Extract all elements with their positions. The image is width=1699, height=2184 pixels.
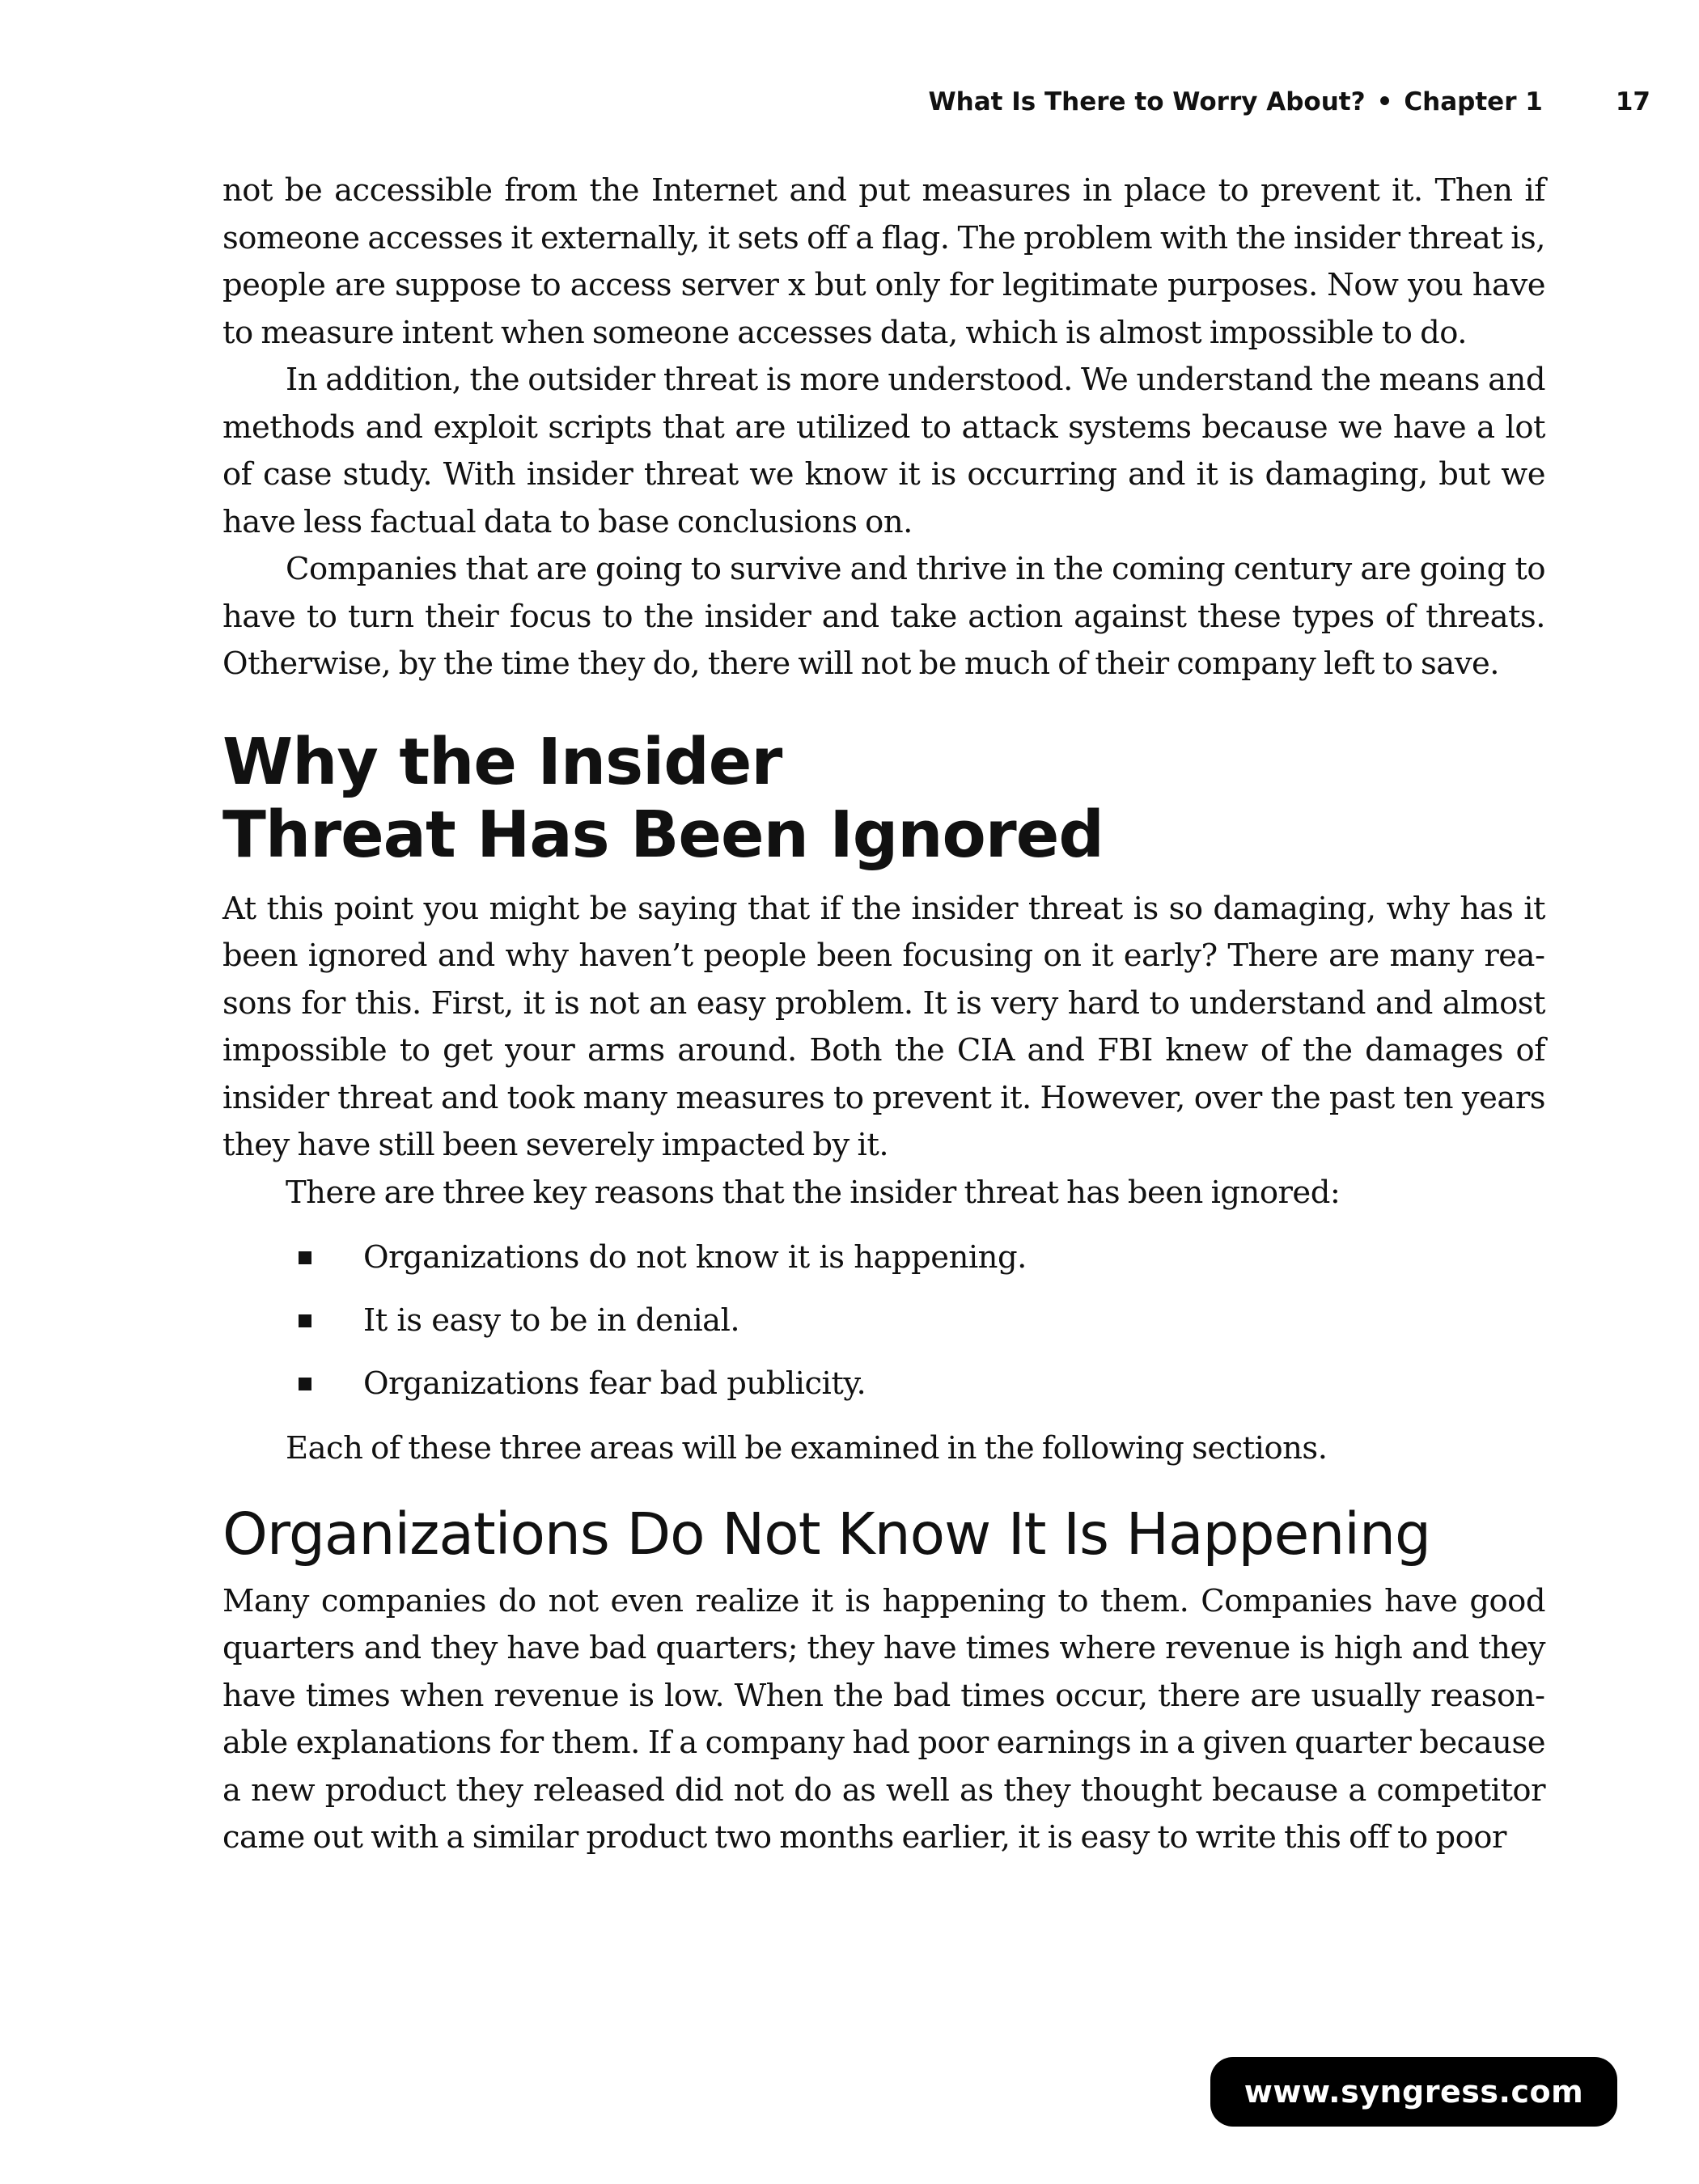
running-head-separator: • <box>1376 87 1393 116</box>
square-bullet-icon <box>299 1378 311 1390</box>
running-head-chapter: Chapter 1 <box>1404 87 1543 116</box>
list-item <box>222 1234 1545 1281</box>
after-list-paragraph: Each of these three areas will be examined in the following sections. <box>286 1430 1328 1467</box>
intro-paragraph-1: not be accessible from the Internet and put measures in place to prevent it. Then if someone accesses it externally, it sets off a flag. The problem with the insider threat is, people are suppose to access server x but only for legitimate purposes. Now you have to measure intent when someone accesses data, which is almost impossible to do. <box>222 172 1545 351</box>
section-heading-line-2: Threat Has Been Ignored <box>222 797 1104 872</box>
list-item <box>222 1361 1545 1407</box>
square-bullet-icon <box>299 1251 311 1264</box>
section-heading <box>222 726 1545 871</box>
subsection-paragraph: Many companies do not even realize it is happening to them. Companies have good quarters and they have bad quarters; they have times where revenue is high and they have times when revenue is low. When the bad times occur, there are usually reasonable explanations for them. If a company had poor earnings in a given quarter because a new product they released did not do as well as they thought because a competitor came out with a similar product two months earlier, it is easy to write this off to poor <box>222 1582 1545 1856</box>
subsection-heading: Organizations Do Not Know It Is Happening <box>222 1500 1431 1568</box>
intro-paragraph-3: Companies that are going to survive and thrive in the coming century are going to have to turn their focus to the insider and take action against these types of threats. Otherwise, by the time they do, there will not be much of their company left to save. <box>222 551 1545 682</box>
website-url: www.syngress.com <box>1244 2074 1584 2110</box>
website-badge <box>1210 2057 1617 2127</box>
list-item-text: Organizations do not know it is happening. <box>363 1239 1027 1276</box>
running-head <box>222 87 1650 116</box>
list-item <box>222 1297 1545 1344</box>
page-body <box>222 167 1545 1862</box>
list-item-text: It is easy to be in denial. <box>363 1302 740 1339</box>
intro-paragraph-2: In addition, the outsider threat is more understood. We understand the means and methods and exploit scripts that are utilized to attack systems because we have a lot of case study. With insider threat we know it is occurring and it is damaging, but we have less factual data to base conclusions on. <box>222 362 1545 540</box>
reasons-list <box>222 1234 1545 1407</box>
section-heading-line-1: Why the Insider <box>222 724 782 799</box>
list-item-text: Organizations fear bad publicity. <box>363 1365 866 1402</box>
square-bullet-icon <box>299 1314 311 1327</box>
page-number: 17 <box>1615 87 1650 116</box>
running-head-title: What Is There to Worry About? <box>928 87 1366 116</box>
section-paragraph-1: At this point you might be saying that if the insider threat is so damaging, why has it been ignored and why haven’t people been focusing on it early? There are many reasons for this. First, it is not an easy problem. It is very hard to understand and almost impossible to get your arms around. Both the CIA and FBI knew of the damages of insider threat and took many measures to prevent it. However, over the past ten years they have still been severely impacted by it. <box>222 890 1545 1163</box>
section-paragraph-2: There are three key reasons that the insider threat has been ignored: <box>286 1174 1341 1211</box>
